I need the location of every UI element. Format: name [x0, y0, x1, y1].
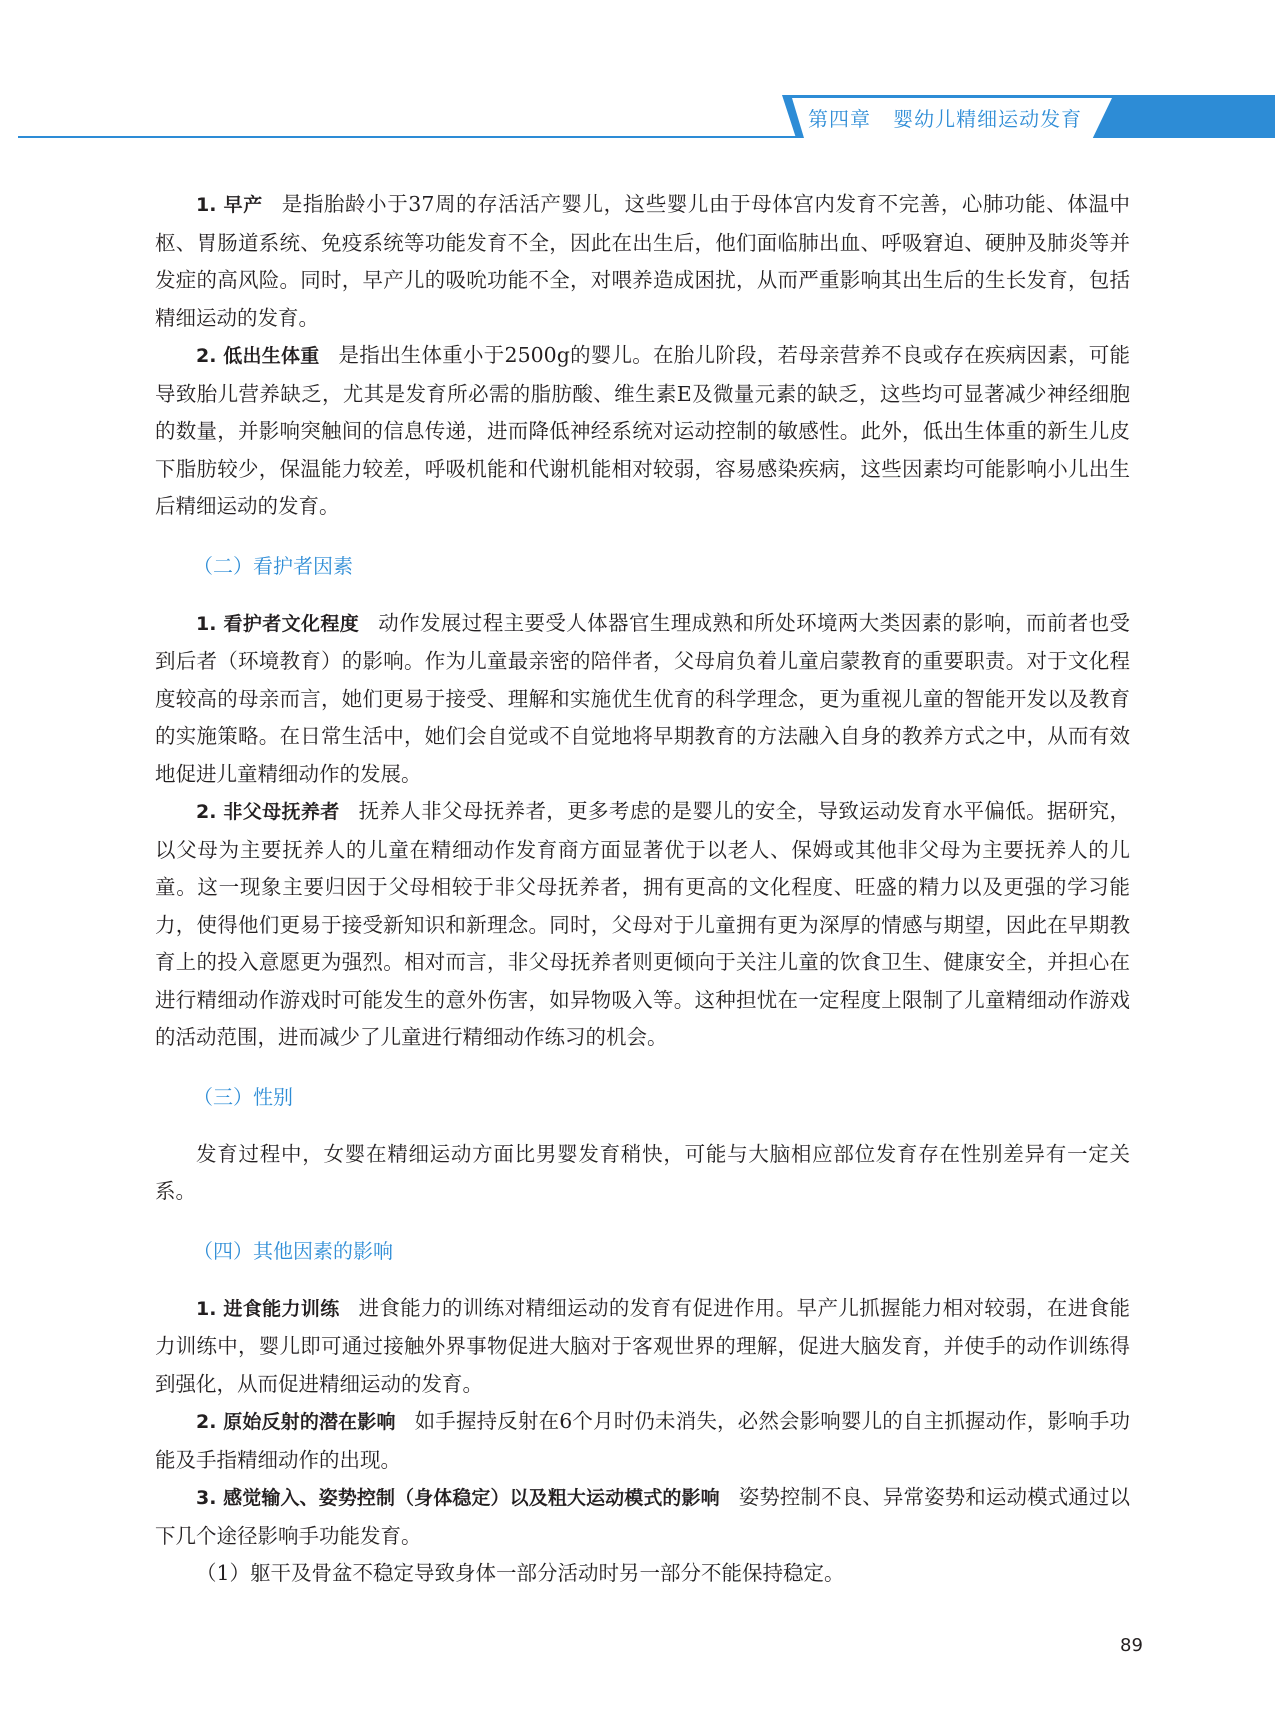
chapter-number: 第四章: [808, 107, 871, 131]
page-body: [155, 186, 1130, 1593]
paragraph: [155, 605, 1130, 794]
page-number: 89: [1120, 1635, 1143, 1656]
paragraph-text: 动作发展过程主要受人体器官生理成熟和所处环境两大类因素的影响，而前者也受到后者（环境教育）的影响。作为儿童最亲密的陪伴者，父母肩负着儿童启蒙教育的重要职责。对于文化程度较高的母亲而言，她们更易于接受、理解和实施优生优育的科学理念，更为重视儿童的智能开发以及教育的实施策略。在日常生活中，她们会自觉或不自觉地将早期教育的方法融入自身的教养方式之中，从而有效地促进儿童精细动作的发展。: [155, 610, 1131, 786]
paragraph-text: 抚养人非父母抚养者，更多考虑的是婴儿的安全，导致运动发育水平偏低。据研究，以父母为主要抚养人的儿童在精细动作发育商方面显著优于以老人、保姆或其他非父母为主要抚养人的儿童。这一现象主要归因于父母相较于非父母抚养者，拥有更高的文化程度、旺盛的精力以及更强的学习能力，使得他们更易于接受新知识和新理念。同时，父母对于儿童拥有更为深厚的情感与期望，因此在早期教育上的投入意愿更为强烈。相对而言，非父母抚养者则更倾向于关注儿童的饮食卫生、健康安全，并担心在进行精细动作游戏时可能发生的意外伤害，如异物吸入等。这种担忧在一定程度上限制了儿童精细动作游戏的活动范围，进而减少了儿童进行精细动作练习的机会。: [155, 799, 1131, 1049]
paragraph-term: 3. 感觉输入、姿势控制（身体稳定）以及粗大运动模式的影响: [196, 1487, 720, 1509]
paragraph-term: 1. 看护者文化程度: [196, 612, 360, 635]
paragraph: [155, 337, 1130, 526]
paragraph-text: 是指出生体重小于2500g的婴儿。在胎儿阶段，若母亲营养不良或存在疾病因素，可能导致胎儿营养缺乏，尤其是发育所必需的脂肪酸、维生素E及微量元素的缺乏，这些均可显著减少神经细胞的数量，并影响突触间的信息传递，进而降低神经系统对运动控制的敏感性。此外，低出生体重的新生儿皮下脂肪较少，保温能力较差，呼吸机能和代谢机能相对较弱，容易感染疾病，这些因素均可能影响小儿出生后精细运动的发育。: [155, 343, 1130, 518]
paragraph-text: 姿势控制不良、异常姿势和运动模式通过以下几个途径影响手功能发育。: [155, 1485, 1130, 1548]
paragraph: [155, 1479, 1130, 1555]
section-heading: （二）看护者因素: [193, 553, 353, 578]
paragraph-text: 进食能力的训练对精细运动的发育有促进作用。早产儿抓握能力相对较弱，在进食能力训练中，婴儿即可通过接触外界事物促进大脑对于客观世界的理解，促进大脑发育，并使手的动作训练得到强化，从而促进精细运动的发育。: [155, 1295, 1131, 1396]
paragraph-text: 发育过程中，女婴在精细运动方面比男婴发育稍快，可能与大脑相应部位发育存在性别差异有一定关系。: [155, 1141, 1130, 1203]
paragraph-term: 2. 低出生体重: [196, 345, 320, 367]
paragraph: [155, 793, 1130, 1057]
paragraph-text: 如手握持反射在6个月时仍未消失，必然会影响婴儿的自主抓握动作，影响手功能及手指精细动作的出现。: [155, 1409, 1130, 1472]
chapter-title: 婴幼儿精细运动发育: [893, 107, 1083, 131]
chapter-header: [808, 103, 1082, 132]
paragraph-term: 1. 进食能力训练: [196, 1297, 340, 1320]
section-heading: （三）性别: [193, 1084, 293, 1109]
paragraph-term: 2. 非父母抚养者: [196, 801, 340, 823]
paragraph-text: 是指胎龄小于37周的存活活产婴儿，这些婴儿由于母体宫内发育不完善，心肺功能、体温中枢、胃肠道系统、免疫系统等功能发育不全，因此在出生后，他们面临肺出血、呼吸窘迫、硬肿及肺炎等并发症的高风险。同时，早产儿的吸吮功能不全，对喂养造成困扰，从而严重影响其出生后的生长发育，包括精细运动的发育。: [155, 192, 1130, 330]
paragraph-term: 1. 早产: [196, 194, 263, 216]
paragraph: [155, 1555, 1130, 1593]
section-heading: （四）其他因素的影响: [193, 1238, 393, 1263]
paragraph-text: （1）躯干及骨盆不稳定导致身体一部分活动时另一部分不能保持稳定。: [196, 1561, 845, 1585]
paragraph: [155, 186, 1130, 337]
paragraph: [155, 1136, 1130, 1211]
paragraph-term: 2. 原始反射的潜在影响: [196, 1411, 396, 1433]
paragraph: [155, 1290, 1130, 1404]
paragraph: [155, 1403, 1130, 1479]
